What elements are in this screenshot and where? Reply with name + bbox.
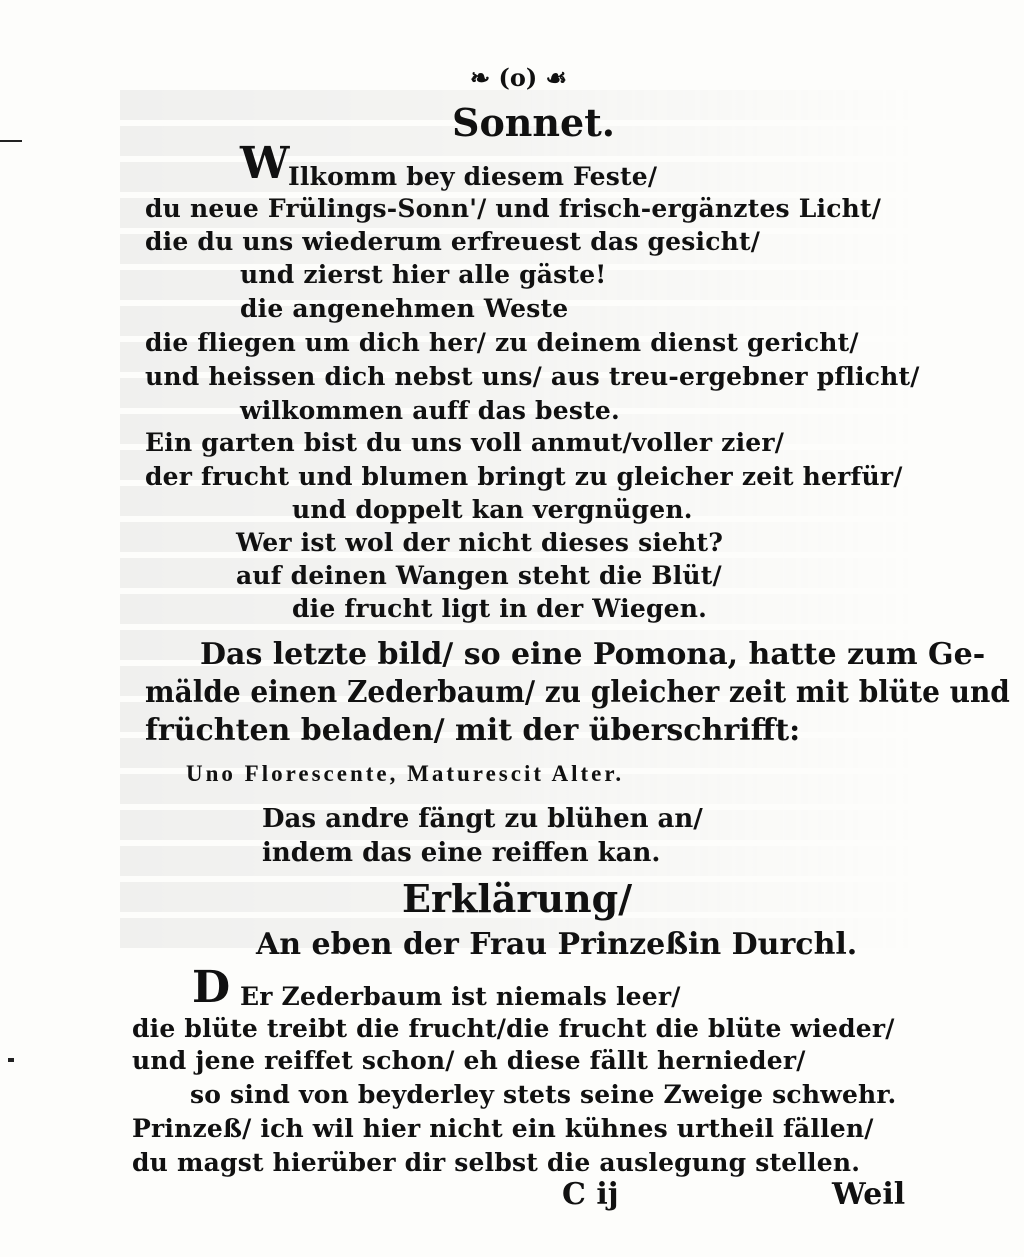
sonnet-title: Sonnet. — [452, 100, 616, 145]
prose-line: Das letzte bild/ so eine Pomona, hatte zum Ge- — [200, 637, 986, 672]
explanation-title: Erklärung/ — [402, 876, 633, 921]
motto-line: Das andre fängt zu blühen an/ — [262, 804, 703, 834]
verse-line: Ein garten bist du uns voll anmut/voller zier/ — [145, 428, 785, 457]
verse-line: Er Zederbaum ist niemals leer/ — [240, 982, 681, 1011]
verse-line: Wer ist wol der nicht dieses sieht? — [236, 528, 724, 557]
scan-edge-line — [0, 140, 22, 142]
page-mark: (o) — [498, 63, 538, 92]
verse-line: auf deinen Wangen steht die Blüt/ — [236, 561, 722, 590]
explanation-initial: D — [192, 962, 231, 1013]
verse-line: und jene reiffet schon/ eh diese fällt hernieder/ — [132, 1046, 806, 1075]
verse-line: du neue Frülings-Sonn'/ und frisch-ergänztes Licht/ — [145, 194, 882, 223]
verse-line: und zierst hier alle gäste! — [240, 260, 607, 289]
prose-line: früchten beladen/ mit der überschrifft: — [145, 713, 801, 748]
sonnet-initial: W — [240, 138, 290, 189]
prose-line: mälde einen Zederbaum/ zu gleicher zeit mit blüte und — [145, 675, 1010, 710]
ornament-right: ☙ — [537, 63, 568, 92]
verse-line: Prinzeß/ ich wil hier nicht ein kühnes urtheil fällen/ — [132, 1114, 874, 1143]
verse-line: du magst hierüber dir selbst die auslegung stellen. — [132, 1148, 861, 1177]
verse-line: die fliegen um dich her/ zu deinem dienst gericht/ — [145, 328, 859, 357]
verse-line: und heissen dich nebst uns/ aus treu-ergebner pflicht/ — [145, 362, 920, 391]
verse-line: so sind von beyderley stets seine Zweige schwehr. — [190, 1080, 897, 1109]
verse-line: und doppelt kan vergnügen. — [292, 495, 693, 524]
latin-inscription: Uno Florescente, Maturescit Alter. — [186, 761, 625, 786]
verse-line: die du uns wiederum erfreuest das gesicht/ — [145, 227, 761, 256]
catchword: Weil — [832, 1177, 906, 1212]
verse-line: Ilkomm bey diesem Feste/ — [288, 162, 658, 191]
verse-line: wilkommen auff das beste. — [240, 396, 620, 425]
verse-line: die angenehmen Weste — [240, 294, 569, 323]
motto-line: indem das eine reiffen kan. — [262, 838, 661, 868]
signature-mark: C ij — [562, 1177, 619, 1212]
ornament-left: ❧ — [470, 63, 499, 92]
verse-line: die blüte treibt die frucht/die frucht die blüte wieder/ — [132, 1014, 895, 1043]
verse-line: die frucht ligt in der Wiegen. — [292, 594, 708, 623]
explanation-subtitle: An eben der Frau Prinzeßin Durchl. — [256, 927, 858, 962]
verse-line: der frucht und blumen bringt zu gleicher zeit herfür/ — [145, 462, 903, 491]
scan-speck — [8, 1058, 14, 1062]
page-header — [470, 63, 568, 92]
